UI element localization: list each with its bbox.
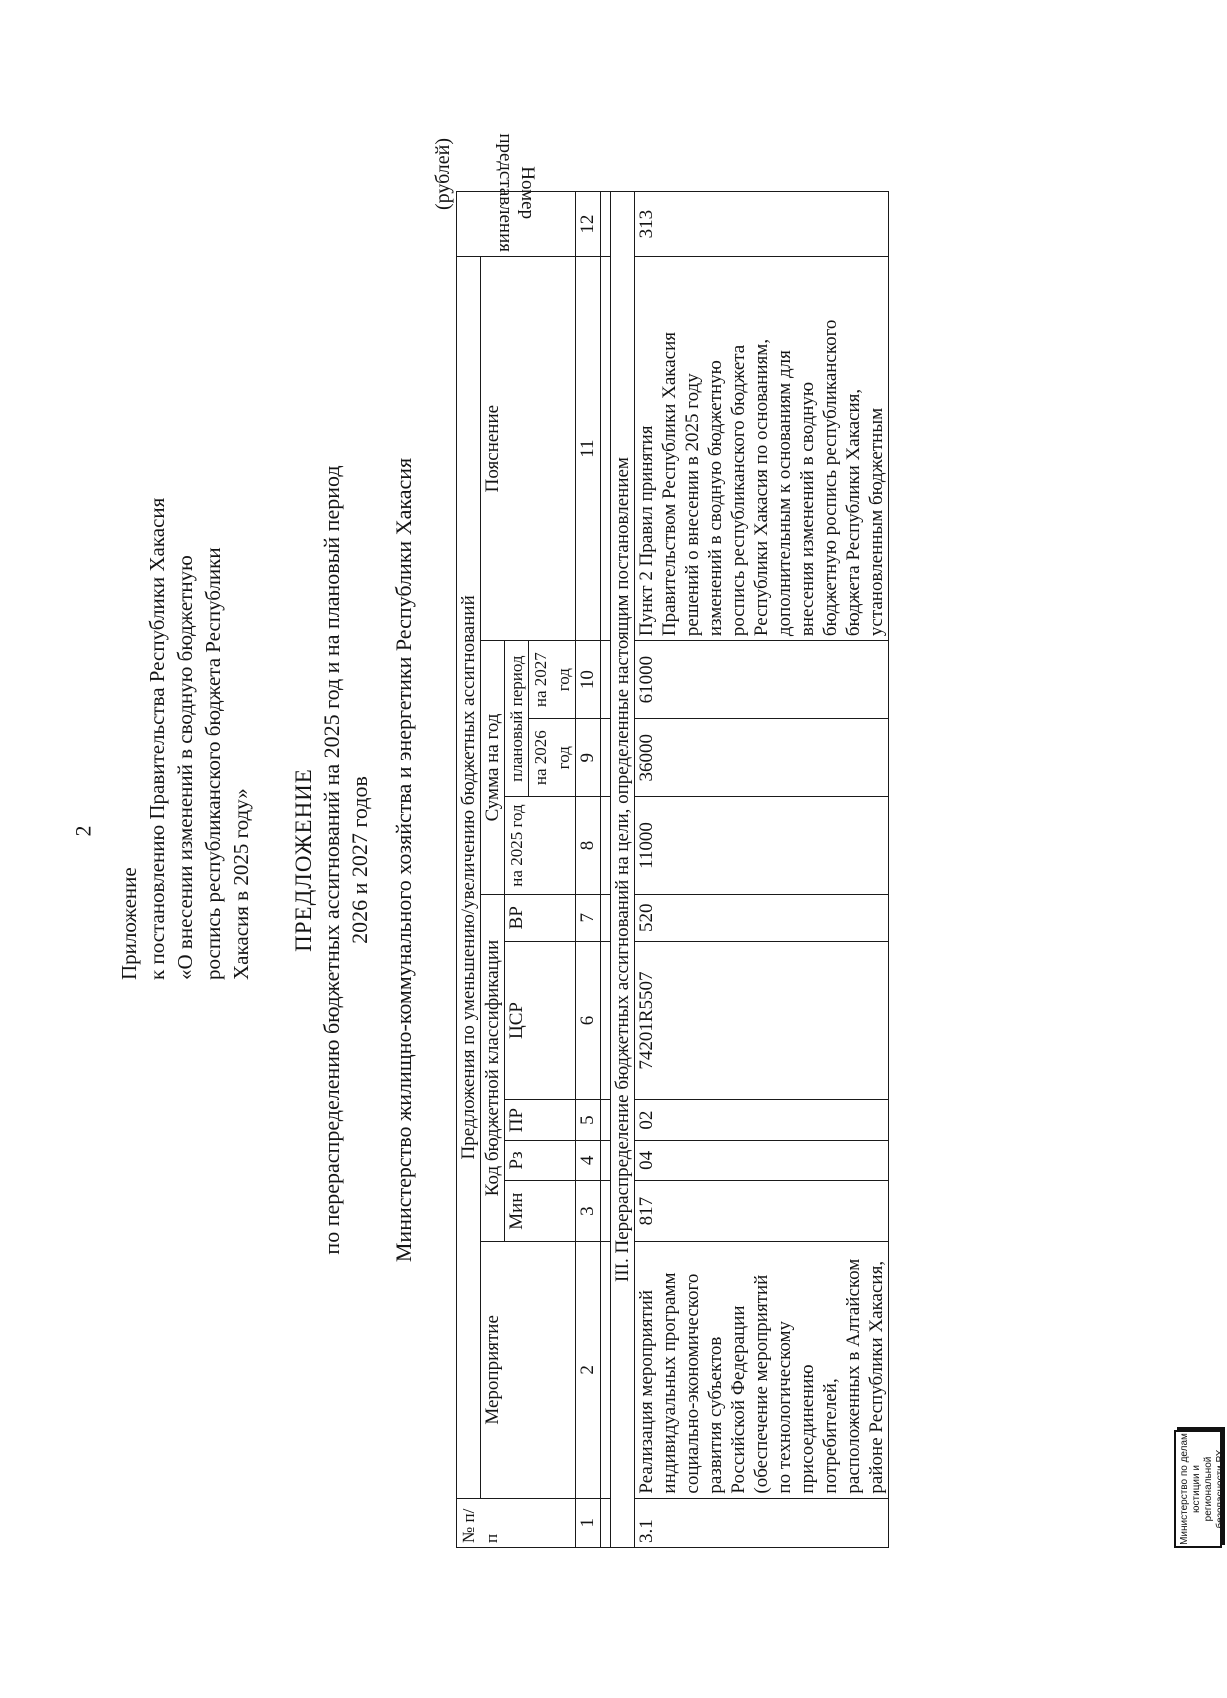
row-explanation: [635, 257, 889, 641]
column-number: 7: [576, 894, 601, 941]
explanation-line: бюджетную роспись республиканского: [820, 319, 841, 637]
ministry-name: Министерство жилищно-коммунального хозяйства и энергетики Республики Хакасия: [391, 457, 416, 1263]
stamp-line: Министерство по делам: [1179, 1433, 1190, 1545]
header-cell-rz: Рз: [505, 1140, 576, 1180]
explanation-line: Республики Хакасия по основаниям,: [751, 338, 772, 637]
column-number: 1: [576, 1498, 601, 1547]
row-submission: 313: [635, 192, 889, 257]
row-sum-2027: 61000: [635, 641, 889, 719]
header-cell-2026: на 2026 год: [529, 719, 576, 797]
explanation-line: внесения изменений в сводную: [797, 381, 818, 637]
document-subtitle: 2026 и 2027 годов: [347, 776, 372, 944]
column-number: 8: [576, 797, 601, 895]
row-sum-2025: 11000: [635, 797, 889, 895]
explanation-line: установленным бюджетным: [866, 407, 887, 637]
header-cell-2025: на 2025 год: [505, 797, 576, 895]
header-cell-measure: Мероприятие: [481, 1242, 576, 1498]
header-cell-min: Мин: [505, 1181, 576, 1242]
explanation-line: роспись республиканского бюджета: [728, 344, 749, 637]
header-cell-code: Код бюджетной классификации: [481, 894, 505, 1241]
header-cell-proposals: Предложения по уменьшению/увеличению бюджетных ассигнований: [457, 257, 481, 1498]
measure-line: потребителей,: [820, 1378, 841, 1494]
ministry-stamp: [1174, 1430, 1226, 1548]
measure-line: социально-экономического: [682, 1273, 703, 1494]
column-number: 12: [576, 192, 601, 257]
appendix-line: к постановлению Правительства Республики Хакасия: [145, 497, 169, 980]
appendix-block: [115, 380, 255, 980]
measure-line: расположенных в Алтайском: [843, 1258, 864, 1494]
column-number: 4: [576, 1140, 601, 1180]
stamp-line: безопасности РХ: [1215, 1449, 1226, 1529]
unit-label: (рублей): [432, 137, 454, 210]
measure-line: Российской Федерации: [728, 1305, 749, 1494]
submission-header-text: Номер представления: [495, 133, 538, 253]
header-cell-vr: ВР: [505, 894, 576, 941]
row-measure: [635, 1242, 889, 1498]
explanation-line: решений о внесении в 2025 году: [682, 373, 703, 637]
spacer-row: [601, 192, 611, 1548]
measure-line: присоединению: [797, 1364, 818, 1494]
document-heading: [290, 80, 418, 1640]
row-num: 3.1: [635, 1498, 889, 1547]
header-cell-num: № п/п: [457, 1498, 576, 1547]
document-subtitle: по перераспределению бюджетных ассигнований на 2025 год и на плановый период: [319, 465, 344, 1255]
document-sheet: [100, 80, 1226, 1640]
header-cell-csr: ЦСР: [505, 941, 576, 1100]
appendix-line: роспись республиканского бюджета Республики: [201, 547, 225, 980]
proposal-table: [456, 133, 889, 1548]
explanation-line: дополнительным к основаниям для: [774, 350, 795, 637]
measure-line: Реализация мероприятий: [636, 1289, 657, 1494]
header-row: [481, 192, 505, 1548]
measure-line: индивидуальных программ: [659, 1272, 680, 1494]
column-number: 6: [576, 941, 601, 1100]
column-number: 11: [576, 257, 601, 641]
row-pr: 02: [635, 1100, 889, 1140]
header-cell-2027: на 2027 год: [529, 641, 576, 719]
document-title: ПРЕДЛОЖЕНИЕ: [291, 768, 316, 952]
row-csr: 74201R5507: [635, 941, 889, 1100]
column-number: 10: [576, 641, 601, 719]
stamp-line: юстиции и региональной: [1191, 1456, 1214, 1522]
header-cell-submission: [457, 133, 576, 257]
explanation-line: Пункт 2 Правил принятия: [636, 425, 657, 637]
row-rz: 04: [635, 1140, 889, 1180]
page-number: 2: [70, 825, 96, 837]
section-title: III. Перераспределение бюджетных ассигнований на цели, определенные настоящим постановлением: [611, 192, 635, 1548]
measure-line: по технологическому: [774, 1320, 795, 1494]
header-cell-explanation: Пояснение: [481, 257, 576, 641]
appendix-line: Хакасия в 2025 году»: [229, 788, 253, 980]
table-row: [635, 192, 889, 1548]
column-number: 3: [576, 1181, 601, 1242]
column-number: 9: [576, 719, 601, 797]
appendix-title: Приложение: [117, 867, 141, 980]
row-sum-2026: 36000: [635, 719, 889, 797]
column-number-row: [576, 192, 601, 1548]
column-number: 2: [576, 1242, 601, 1498]
measure-line: районе Республики Хакасия,: [866, 1260, 887, 1494]
header-cell-pr: ПР: [505, 1100, 576, 1140]
section-row: [611, 192, 635, 1548]
explanation-line: бюджета Республики Хакасия,: [843, 388, 864, 637]
column-number: 5: [576, 1100, 601, 1140]
measure-line: развития субъектов: [705, 1336, 726, 1494]
measure-line: (обеспечение мероприятий: [751, 1274, 772, 1494]
explanation-line: Правительством Республики Хакасия: [659, 332, 680, 637]
row-vr: 520: [635, 894, 889, 941]
header-cell-planned: плановый период: [505, 641, 529, 797]
appendix-line: «О внесении изменений в сводную бюджетную: [173, 555, 197, 980]
explanation-line: изменений в сводную бюджетную: [705, 360, 726, 637]
row-min: 817: [635, 1181, 889, 1242]
header-row: [457, 192, 481, 1548]
header-cell-sum: Сумма на год: [481, 641, 505, 895]
